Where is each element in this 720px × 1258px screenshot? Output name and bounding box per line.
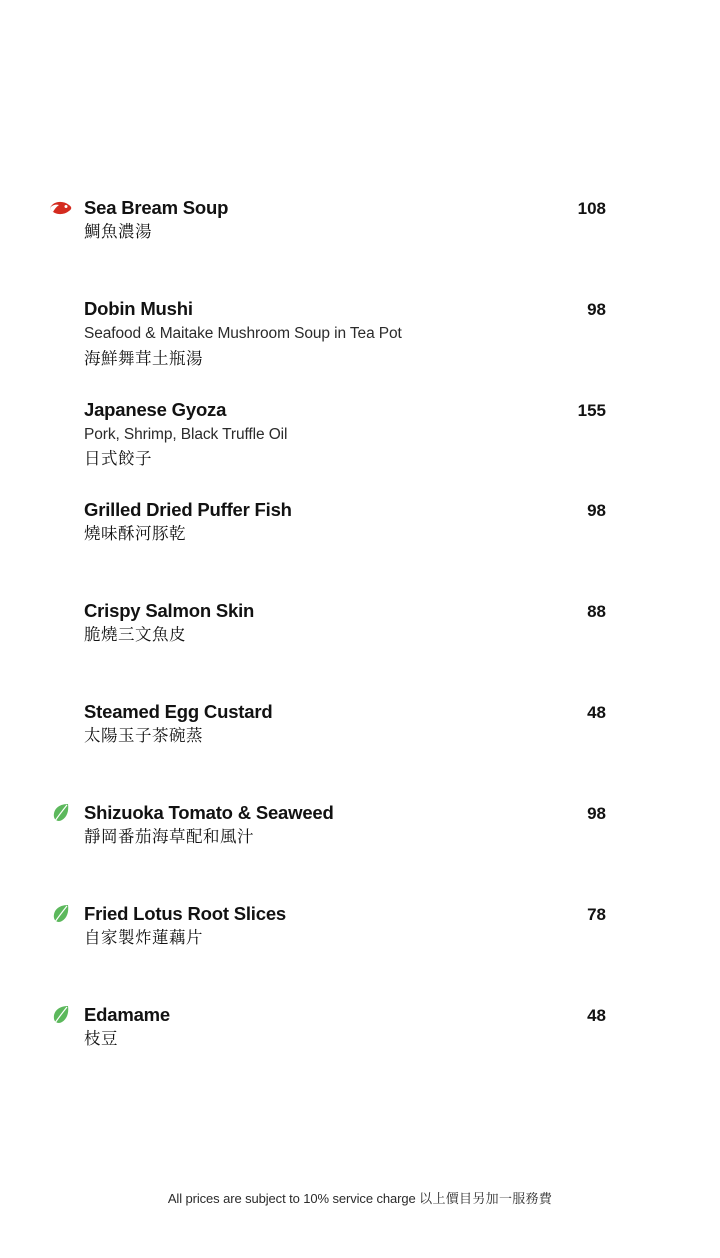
menu-item-name-wrap [84,498,292,521]
menu-item [84,498,606,547]
menu-item [84,599,606,648]
menu-item [84,801,606,850]
menu-item-header [84,599,606,622]
menu-item-name-wrap [84,700,272,723]
menu-item-name-wrap [84,398,226,421]
menu-item-name-chinese: 枝豆 [84,1030,118,1049]
menu-list [84,196,606,1076]
menu-item-header [84,196,606,219]
menu-item-price: 108 [577,199,606,218]
menu-item-name: Fried Lotus Root Slices [84,903,287,925]
menu-item-name-chinese: 鯛魚濃湯 [84,223,152,242]
leaf-icon [48,901,74,927]
menu-item-description: Seafood & Maitake Mushroom Soup in Tea Pot [84,325,402,343]
menu-item-name: Sea Bream Soup [84,197,229,218]
menu-item-header [84,902,606,925]
menu-item-name: Japanese Gyoza [84,398,227,420]
menu-item [84,398,606,473]
menu-item [84,902,606,951]
menu-item-name: Steamed Egg Custard [84,701,273,723]
menu-item-price: 88 [587,602,606,622]
menu-item-name-chinese: 脆燒三文魚皮 [84,626,186,645]
leaf-icon [48,800,74,826]
menu-item-price: 98 [587,300,606,320]
menu-item-name-wrap [84,599,254,622]
signature-fish-icon [48,195,74,221]
menu-item [84,196,606,245]
footer-note [0,1188,720,1207]
menu-item-price: 98 [587,501,606,521]
menu-item-name: Shizuoka Tomato & Seaweed [84,802,334,824]
footer-note-english: All prices are subject to 10% service charge [167,1191,416,1206]
menu-item-header [84,398,606,421]
menu-item-price: 48 [587,1006,606,1026]
menu-item-name-chinese: 海鮮舞茸土瓶湯 [84,349,203,368]
menu-item-header [84,1003,606,1026]
menu-item-header [84,297,606,320]
menu-item-name-wrap [84,297,193,320]
menu-item-name: Crispy Salmon Skin [84,600,255,622]
menu-item-header [84,498,606,521]
menu-item-name-chinese: 太陽玉子茶碗蒸 [84,727,203,746]
menu-item-name: Grilled Dried Puffer Fish [84,499,292,521]
menu-item-name-wrap [84,902,286,925]
menu-item-name-wrap [84,1003,170,1026]
menu-item-price: 78 [587,905,606,925]
menu-item [84,297,606,372]
menu-item-name-chinese: 燒味酥河豚乾 [84,525,186,544]
menu-item-name-chinese: 自家製炸蓮藕片 [84,929,203,948]
footer-note-chinese: 以上價目另加一服務費 [419,1191,553,1206]
menu-item-header [84,700,606,723]
menu-item-name-chinese: 日式餃子 [84,450,152,469]
leaf-icon [48,1002,74,1028]
menu-item [84,700,606,749]
menu-item-price: 155 [577,400,606,420]
menu-item-header [84,801,606,824]
menu-item-price: 48 [587,703,606,723]
menu-item-name: Dobin Mushi [84,298,193,320]
menu-item-name-chinese: 靜岡番茄海草配和風汁 [84,828,254,847]
menu-item-name-wrap [84,801,334,824]
menu-item-name-wrap [84,196,228,219]
menu-item-name: Edamame [84,1004,171,1026]
menu-item-description: Pork, Shrimp, Black Truffle Oil [84,425,288,443]
menu-item-price: 98 [587,804,606,824]
menu-item [84,1003,606,1052]
